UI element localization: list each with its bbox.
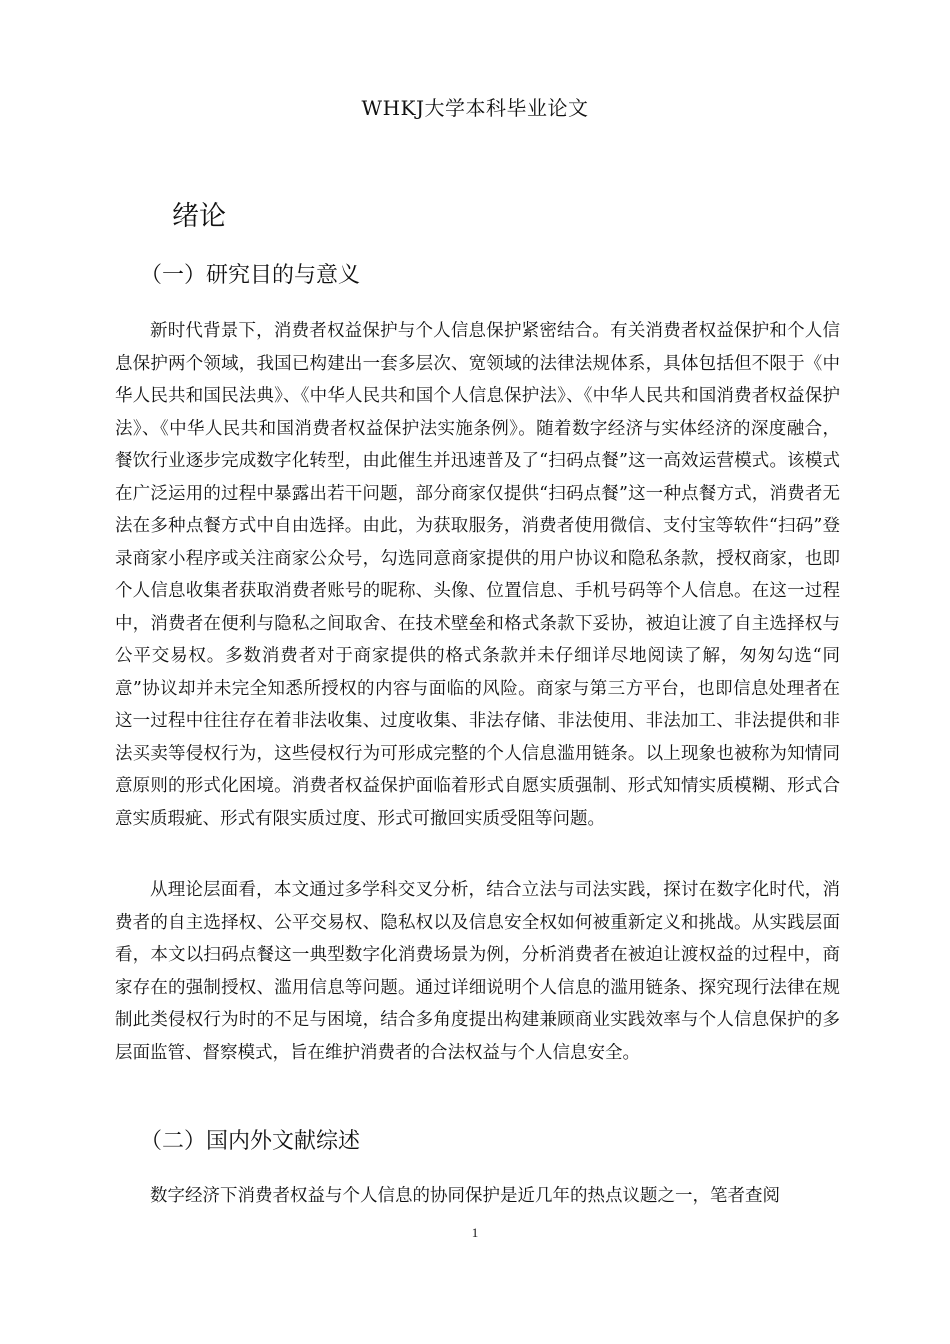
chapter-title: 绪论 [172,201,226,232]
section-heading-research-purpose: （一）研究目的与意义 [140,263,361,288]
running-header: WHKJ大学本科毕业论文 [361,96,589,120]
page-number: 1 [471,1225,479,1240]
body-paragraph: 从理论层面看，本文通过多学科交叉分析，结合立法与司法实践，探讨在数字化时代，消费者的自主选择权、公平交易权、隐私权以及信息安全权如何被重新定义和挑战。从实践层面看，本文以扫码点餐这一典型数字化消费场景为例，分析消费者在被迫让渡权益的过程中，商家存在的强制授权、滥用信息等问题。通过详细说明个人信息的滥用链条、探究现行法律在规制此类侵权行为时的不足与困境，结合多角度提出构建兼顾商业实践效率与个人信息保护的多层面监管、督察模式，旨在维护消费者的合法权益与个人信息安全。 [115,880,840,1063]
body-paragraph: 数字经济下消费者权益与个人信息的协同保护是近几年的热点议题之一，笔者查阅 [150,1186,780,1206]
body-paragraph: 新时代背景下，消费者权益保护与个人信息保护紧密结合。有关消费者权益保护和个人信息保护两个领域，我国已构建出一套多层次、宽领域的法律法规体系，具体包括但不限于《中华人民共和国民法典》、《中华人民共和国个人信息保护法》、《中华人民共和国消费者权益保护法》、《中华人民共和国消费者权益保护法实施条例》。随着数字经济与实体经济的深度融合，餐饮行业逐步完成数字化转型，由此催生并迅速普及了“扫码点餐”这一高效运营模式。该模式在广泛运用的过程中暴露出若干问题，部分商家仅提供“扫码点餐”这一种点餐方式，消费者无法在多种点餐方式中自由选择。由此，为获取服务，消费者使用微信、支付宝等软件“扫码”登录商家小程序或关注商家公众号，勾选同意商家提供的用户协议和隐私条款，授权商家，也即个人信息收集者获取消费者账号的昵称、头像、位置信息、手机号码等个人信息。在这一过程中，消费者在便利与隐私之间取舍、在技术壁垒和格式条款下妥协，被迫让渡了自主选择权与公平交易权。多数消费者对于商家提供的格式条款并未仔细详尽地阅读了解，匆匆勾选“同意”协议却并未完全知悉所授权的内容与面临的风险。商家与第三方平台，也即信息处理者在这一过程中往往存在着非法收集、过度收集、非法存储、非法使用、非法加工、非法提供和非法买卖等侵权行为，这些侵权行为可形成完整的个人信息滥用链条。以上现象也被称为知情同意原则的形式化困境。消费者权益保护面临着形式自愿实质强制、形式知情实质模糊、形式合意实质瑕疵、形式有限实质过度、形式可撤回实质受阻等问题。 [115,321,840,829]
section-heading-literature-review: （二）国内外文献综述 [140,1129,361,1154]
